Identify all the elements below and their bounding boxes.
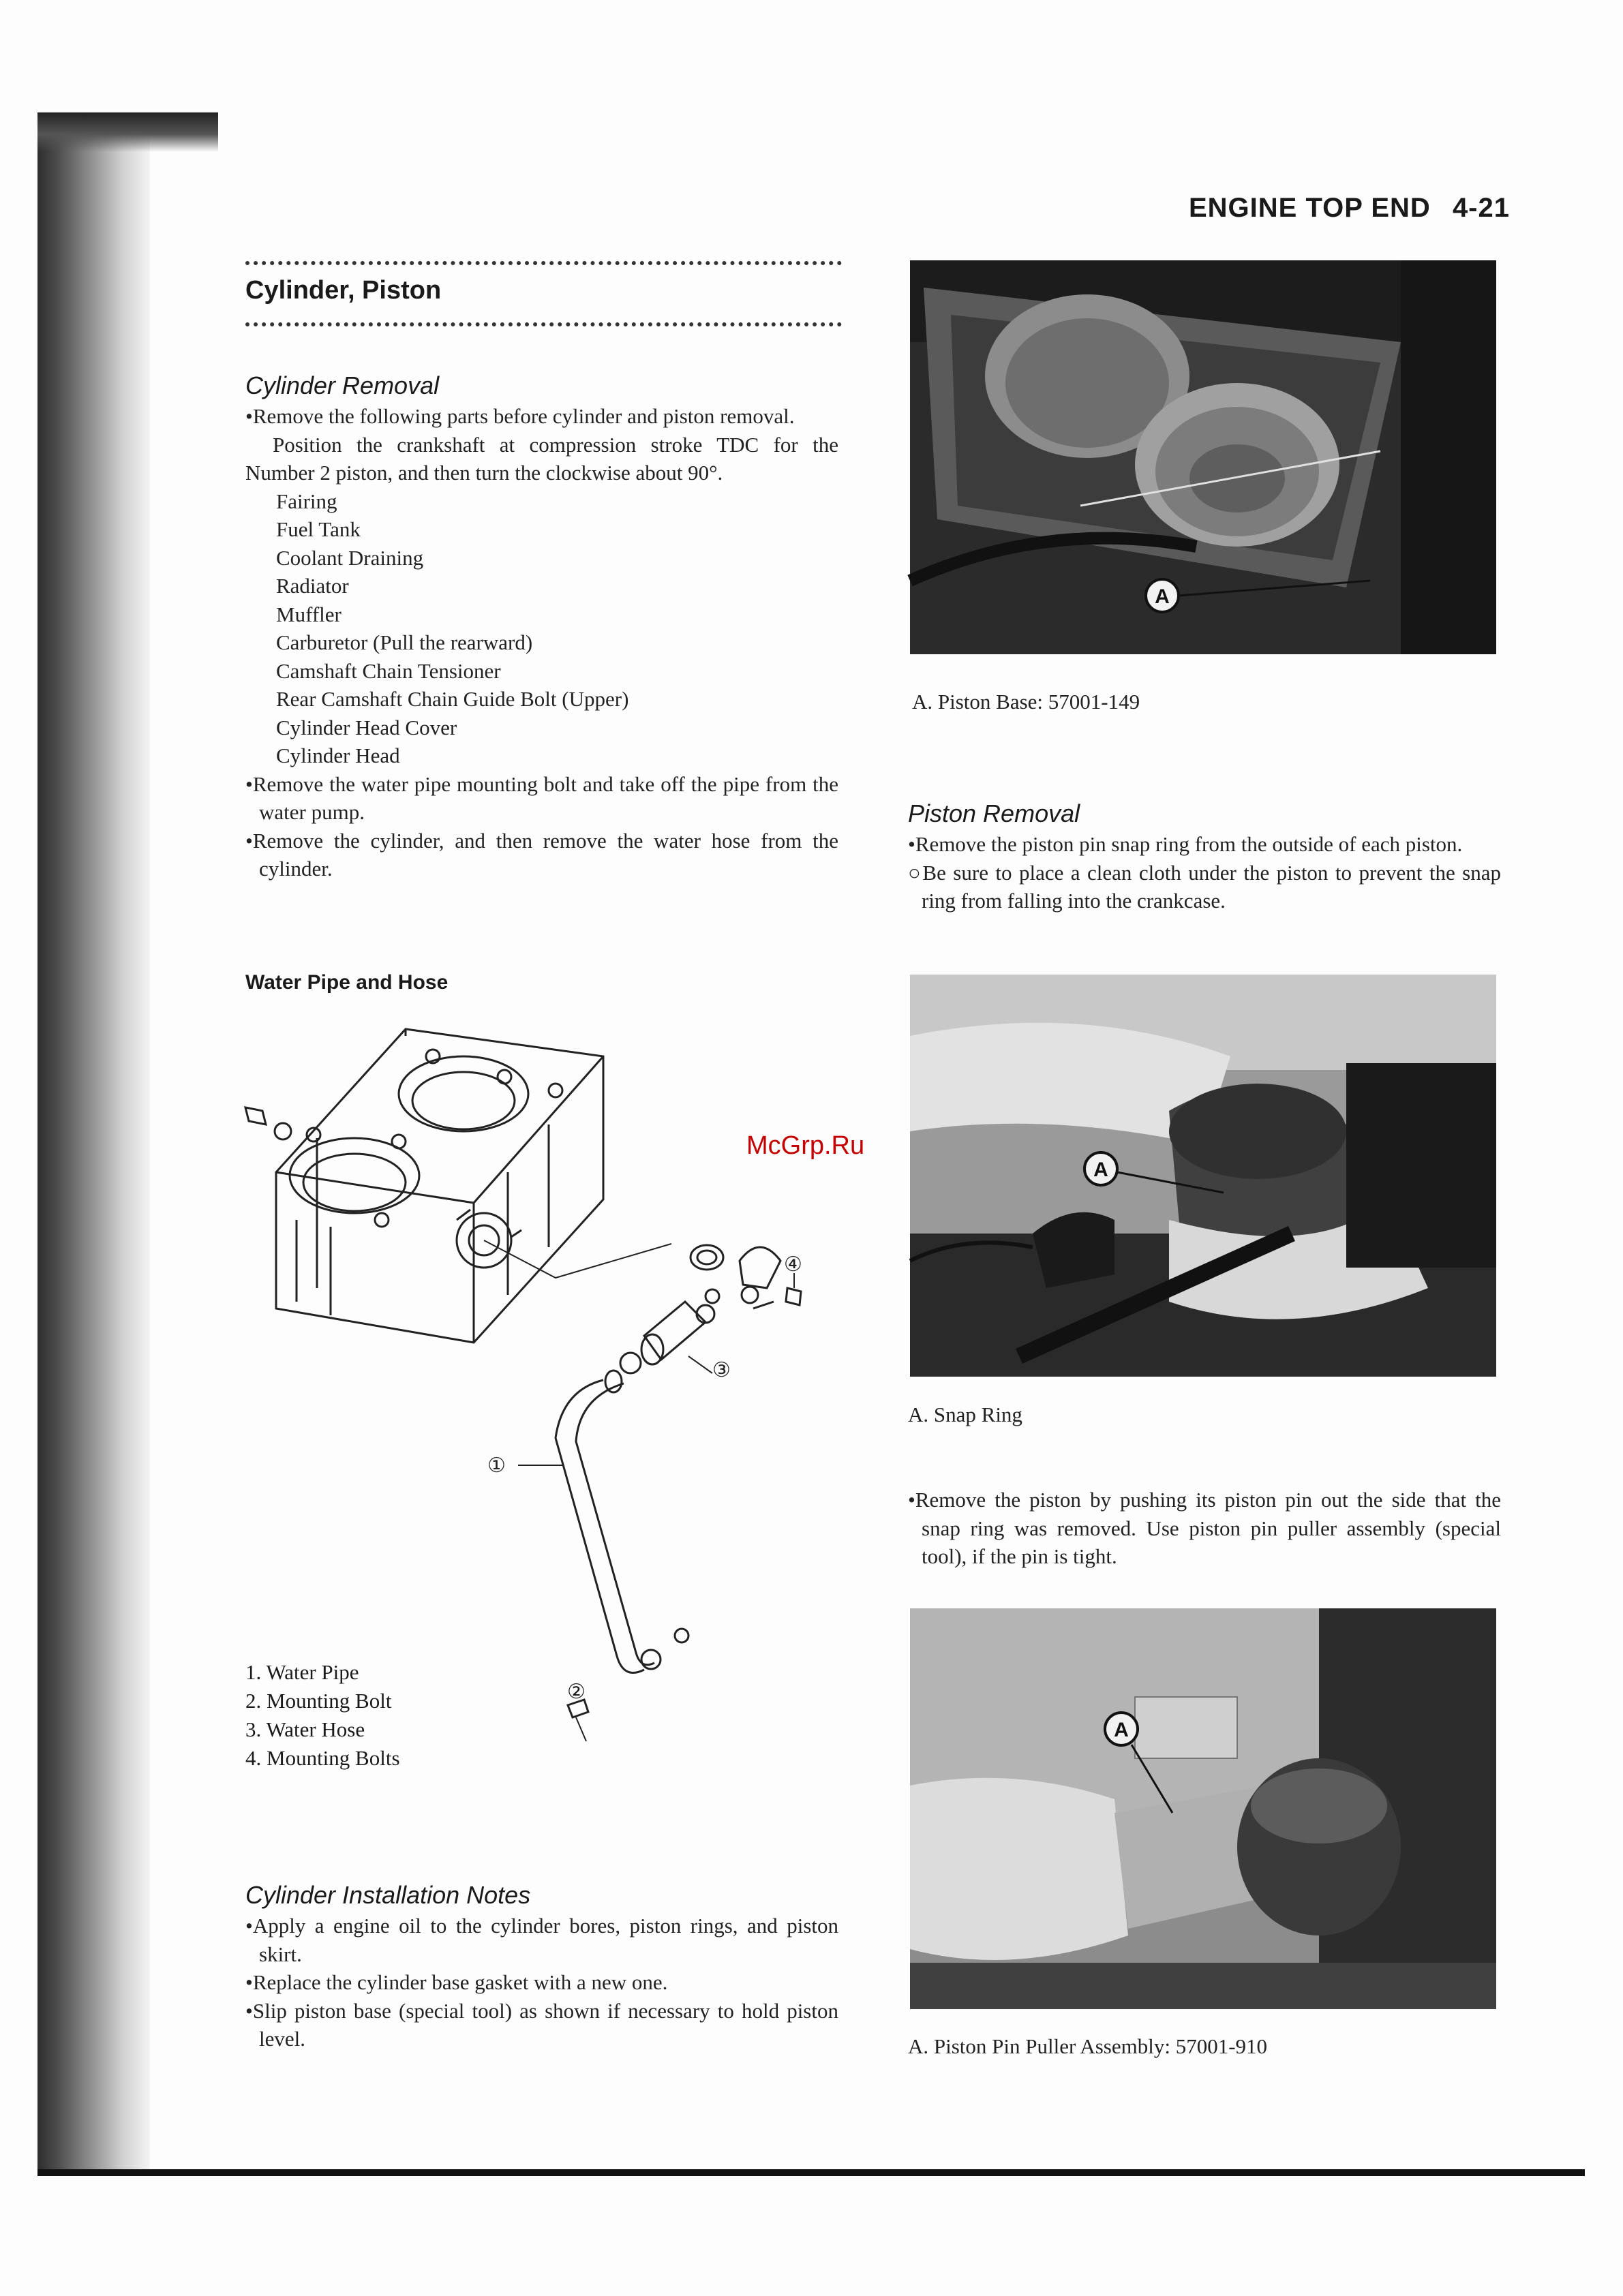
dotted-rule-top — [245, 261, 842, 265]
piston-removal-heading: Piston Removal — [908, 799, 1080, 827]
legend-item: 2. Mounting Bolt — [245, 1689, 392, 1713]
photo1-caption: A. Piston Base: 57001-149 — [912, 690, 1140, 714]
scan-top-shadow — [37, 112, 218, 152]
header-page-number: 4-21 — [1452, 193, 1510, 223]
photo3-marker: A — [1114, 1719, 1129, 1741]
watermark: McGrp.Ru — [746, 1131, 865, 1160]
piston-bullet-1: •Remove the piston pin snap ring from the outside of each piston. — [908, 832, 1463, 856]
installation-body — [245, 1912, 838, 2053]
part-item: Fuel Tank — [276, 517, 361, 541]
installation-bullet: •Slip piston base (special tool) as shown if necessary to hold piston level. — [245, 1998, 838, 2051]
photo3-caption: A. Piston Pin Puller Assembly: 57001-910 — [908, 2034, 1268, 2058]
header-section: ENGINE TOP END — [1188, 193, 1431, 223]
photo1-marker: A — [1155, 585, 1170, 608]
piston-bullet-3: •Remove the piston by pushing its piston pin out the side that the snap ring was removed. Use piston pin puller assembly (special tool), if the pin is tight. — [908, 1488, 1501, 1568]
callout-1: ① — [487, 1454, 506, 1477]
position-note: Position the crankshaft at compression stroke TDC for the Number 2 piston, and then turn the clockwise about 90°. — [245, 432, 838, 485]
photo2-caption: A. Snap Ring — [908, 1403, 1022, 1426]
installation-bullet: •Apply a engine oil to the cylinder bores, piston rings, and piston skirt. — [245, 1914, 838, 1966]
cylinder-removal-body — [245, 402, 838, 883]
cylinder-bullet: •Remove the cylinder, and then remove the water hose from the cylinder. — [245, 828, 838, 881]
part-item: Camshaft Chain Tensioner — [276, 658, 501, 683]
photo2-marker: A — [1093, 1159, 1108, 1181]
installation-heading: Cylinder Installation Notes — [245, 1881, 531, 1909]
installation-bullet: •Replace the cylinder base gasket with a new one. — [245, 1970, 668, 1994]
scan-bottom-edge — [37, 2169, 1585, 2176]
part-item: Coolant Draining — [276, 545, 424, 570]
water-pipe-diagram — [235, 1015, 802, 1717]
scan-binding-shadow — [37, 112, 150, 2174]
page-header — [1175, 193, 1510, 224]
legend-item: 3. Water Hose — [245, 1717, 365, 1741]
dotted-rule-bottom — [245, 322, 842, 326]
legend-item: 1. Water Pipe — [245, 1660, 359, 1684]
photo-snap-ring — [910, 975, 1496, 1377]
part-item: Radiator — [276, 574, 349, 598]
part-item: Carburetor (Pull the rearward) — [276, 630, 533, 654]
piston-pin-body — [908, 1486, 1501, 1571]
part-item: Rear Camshaft Chain Guide Bolt (Upper) — [276, 687, 629, 711]
cylinder-removal-heading: Cylinder Removal — [245, 371, 440, 399]
intro-bullet: •Remove the following parts before cylinder and piston removal. — [245, 404, 795, 428]
callout-4: ④ — [784, 1253, 802, 1276]
legend-item: 4. Mounting Bolts — [245, 1746, 400, 1770]
piston-bullet-2: ○Be sure to place a clean cloth under the piston to prevent the snap ring from falling into the crankcase. — [908, 860, 1501, 913]
figure-legend — [245, 1658, 400, 1773]
part-item: Fairing — [276, 489, 337, 513]
callout-2: ② — [567, 1681, 586, 1703]
water-pipe-bullet: •Remove the water pipe mounting bolt and take off the pipe from the water pump. — [245, 771, 838, 824]
section-title: Cylinder, Piston — [245, 276, 442, 305]
callout-3: ③ — [712, 1359, 731, 1381]
photo-piston-base — [910, 260, 1496, 654]
figure-title: Water Pipe and Hose — [245, 971, 449, 994]
photo-pin-puller — [910, 1608, 1496, 2009]
part-item: Muffler — [276, 602, 342, 626]
piston-removal-body — [908, 830, 1501, 915]
part-item: Cylinder Head — [276, 744, 400, 767]
part-item: Cylinder Head Cover — [276, 715, 457, 739]
cylinder-block-drawing — [276, 1029, 603, 1343]
